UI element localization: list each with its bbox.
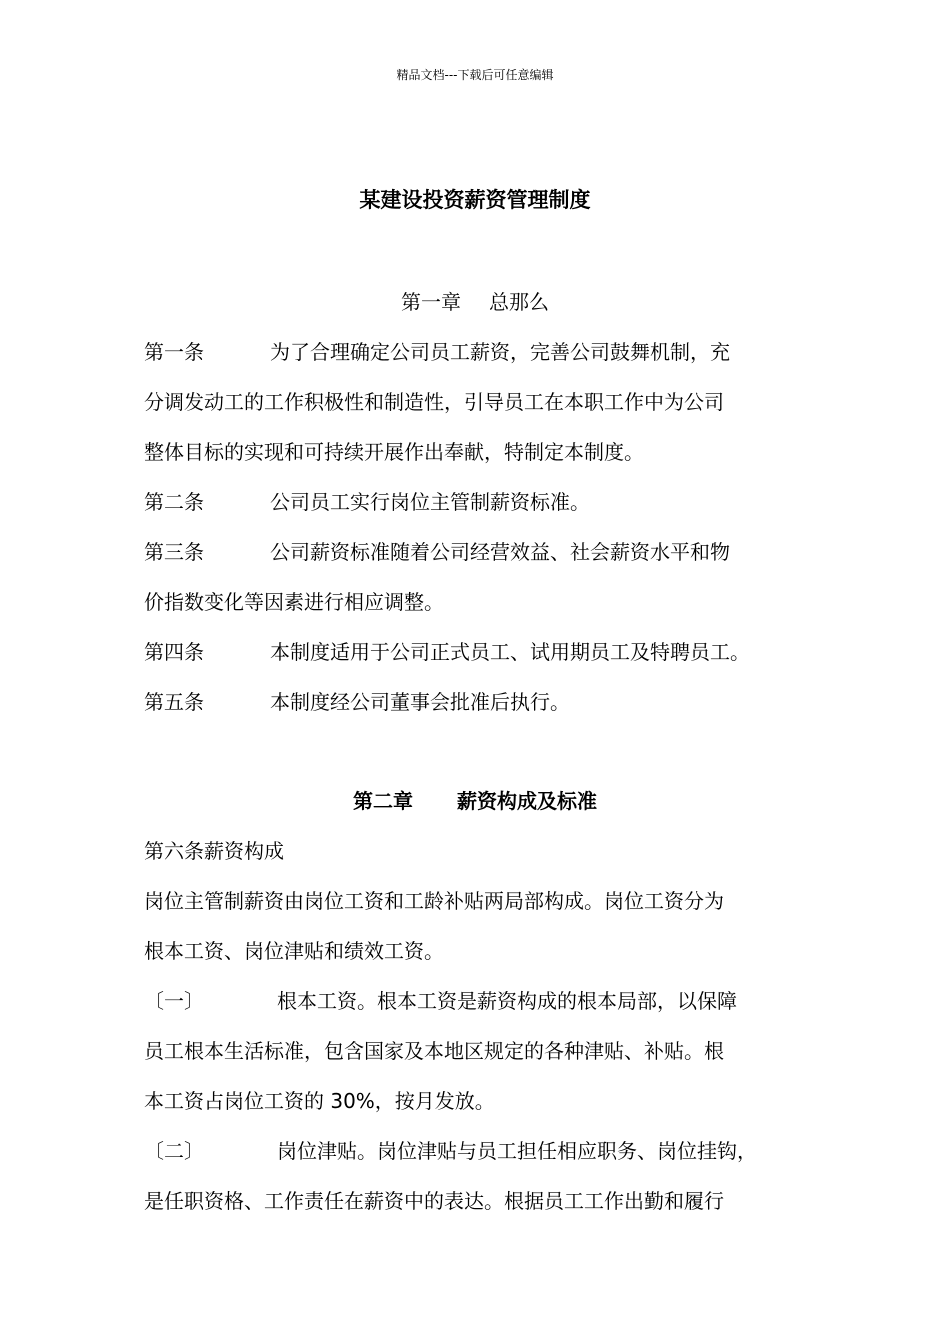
article-1 (144, 336, 824, 365)
item-1-label: 〔一〕 (144, 989, 204, 1013)
article-6-title: 第六条薪资构成 (144, 839, 284, 863)
article-4 (144, 636, 824, 665)
article-5-text: 本制度经公司董事会批准后执行。 (270, 690, 570, 714)
chapter-1-heading (0, 286, 950, 315)
chapter-1-number: 第一章 (401, 290, 461, 314)
article-2 (144, 486, 824, 515)
item-2-text-line-1: 岗位津贴。岗位津贴与员工担任相应职务、岗位挂钩， (277, 1139, 757, 1163)
chapter-2-name: 薪资构成及标准 (457, 789, 597, 813)
item-1-text-line-2: 员工根本生活标准，包含国家及本地区规定的各种津贴、补贴。根 (144, 1039, 724, 1063)
item-1-text-line-1: 根本工资。根本工资是薪资构成的根本局部，以保障 (277, 989, 737, 1013)
article-3-text-line-2: 价指数变化等因素进行相应调整。 (144, 590, 444, 614)
page-header: 精品文档---下载后可任意编辑 (396, 68, 554, 82)
item-1 (144, 985, 824, 1014)
document-title: 某建设投资薪资管理制度 (359, 188, 591, 212)
item-2-text-line-2: 是任职资格、工作责任在薪资中的表达。根据员工工作出勤和履行 (144, 1189, 724, 1213)
article-1-text-line-1: 为了合理确定公司员工薪资，完善公司鼓舞机制，充 (270, 340, 730, 364)
item-1-text-line-3: 本工资占岗位工资的 30%，按月发放。 (144, 1089, 495, 1113)
article-2-text: 公司员工实行岗位主管制薪资标准。 (270, 490, 590, 514)
article-4-text: 本制度适用于公司正式员工、试用期员工及特聘员工。 (270, 640, 750, 664)
article-6-text-line-1: 岗位主管制薪资由岗位工资和工龄补贴两局部构成。岗位工资分为 (144, 889, 724, 913)
article-6-text-line-2: 根本工资、岗位津贴和绩效工资。 (144, 939, 444, 963)
article-3-text-line-1: 公司薪资标准随着公司经营效益、社会薪资水平和物 (270, 540, 730, 564)
article-2-label: 第二条 (144, 490, 204, 514)
article-1-label: 第一条 (144, 340, 204, 364)
article-4-label: 第四条 (144, 640, 204, 664)
item-2 (144, 1135, 824, 1164)
article-1-text-line-2: 分调发动工的工作积极性和制造性，引导员工在本职工作中为公司 (144, 390, 724, 414)
article-5 (144, 686, 824, 715)
article-3 (144, 536, 824, 565)
item-2-label: 〔二〕 (144, 1139, 204, 1163)
article-1-text-line-3: 整体目标的实现和可持续开展作出奉献，特制定本制度。 (144, 440, 644, 464)
article-5-label: 第五条 (144, 690, 204, 714)
article-3-label: 第三条 (144, 540, 204, 564)
chapter-1-name: 总那么 (489, 290, 549, 314)
chapter-2-heading (0, 785, 950, 814)
chapter-2-number: 第二章 (353, 789, 413, 813)
